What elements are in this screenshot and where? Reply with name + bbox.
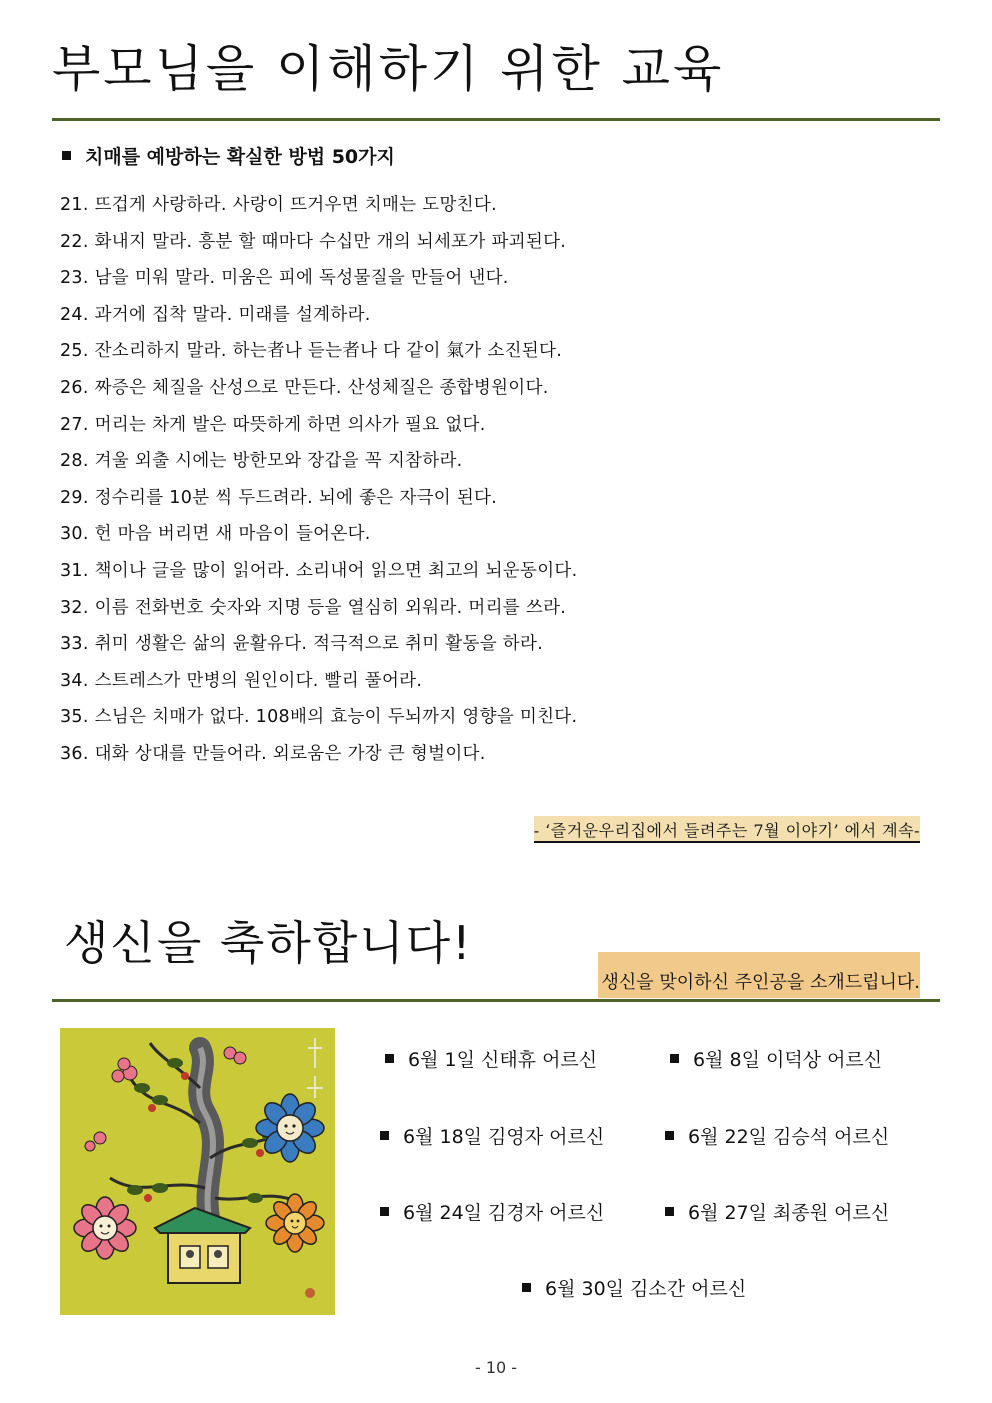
birthday-intro: 생신을 맞이하신 주인공을 소개드립니다. <box>598 952 920 998</box>
square-bullet-icon <box>380 1207 389 1216</box>
square-bullet-icon <box>670 1054 679 1063</box>
list-item: 29. 정수리를 10분 씩 두드려라. 뇌에 좋은 자극이 된다. <box>60 487 498 508</box>
page-number: - 10 - <box>474 1358 518 1377</box>
square-bullet-icon <box>522 1283 531 1292</box>
birthday-item <box>665 1198 889 1225</box>
page-title: 부모님을 이해하기 위한 교육 <box>52 40 725 98</box>
list-item: 22. 화내지 말라. 흥분 할 때마다 수십만 개의 뇌세포가 파괴된다. <box>60 231 567 252</box>
birthday-text: 6월 22일 김승석 어르신 <box>688 1126 890 1148</box>
birthday-item <box>385 1045 597 1072</box>
list-item: 24. 과거에 집착 말라. 미래를 설계하라. <box>60 304 371 325</box>
list-item: 31. 책이나 글을 많이 읽어라. 소리내어 읽으면 최고의 뇌운동이다. <box>60 560 578 581</box>
birthday-item <box>670 1045 882 1072</box>
square-bullet-icon <box>62 151 71 160</box>
birthday-text: 6월 18일 김영자 어르신 <box>403 1126 605 1148</box>
birthday-title: 생신을 축하합니다! <box>64 916 473 970</box>
tips-list <box>60 190 577 776</box>
list-item: 21. 뜨겁게 사랑하라. 사랑이 뜨거우면 치매는 도망친다. <box>60 195 497 215</box>
list-item: 30. 헌 마음 버리면 새 마음이 들어온다. <box>60 524 371 545</box>
list-item: 34. 스트레스가 만병의 원인이다. 빨리 풀어라. <box>60 670 423 691</box>
flower-tree-icon <box>60 1028 335 1315</box>
birthday-item <box>665 1122 889 1149</box>
list-item: 35. 스님은 치매가 없다. 108배의 효능이 두뇌까지 영향을 미친다. <box>60 707 578 728</box>
birthday-text: 6월 1일 신태휴 어르신 <box>408 1049 598 1071</box>
list-item: 27. 머리는 차게 발은 따뜻하게 하면 의사가 필요 없다. <box>60 414 486 435</box>
list-item: 33. 취미 생활은 삶의 윤활유다. 적극적으로 취미 활동을 하라. <box>60 634 544 655</box>
birthday-item <box>380 1198 604 1225</box>
square-bullet-icon <box>665 1131 674 1140</box>
list-item: 25. 잔소리하지 말라. 하는者나 듣는者나 다 같이 氣가 소진된다. <box>60 341 563 362</box>
birthday-text: 6월 27일 최종원 어르신 <box>688 1202 890 1224</box>
list-item: 26. 짜증은 체질을 산성으로 만든다. 산성체질은 종합병원이다. <box>60 377 549 398</box>
title-divider <box>52 118 940 121</box>
section-heading <box>62 142 395 169</box>
square-bullet-icon <box>665 1207 674 1216</box>
list-item: 23. 남을 미워 말라. 미움은 피에 독성물질을 만들어 낸다. <box>60 268 509 289</box>
birthday-item <box>380 1122 604 1149</box>
birthday-text: 6월 24일 김경자 어르신 <box>403 1202 605 1224</box>
square-bullet-icon <box>385 1054 394 1063</box>
birthday-text: 6월 8일 이덕상 어르신 <box>693 1049 883 1071</box>
list-item: 32. 이름 전화번호 숫자와 지명 등을 열심히 외워라. 머리를 쓰라. <box>60 597 567 618</box>
list-item: 28. 겨울 외출 시에는 방한모와 장갑을 꼭 지참하라. <box>60 451 463 472</box>
source-note: - ‘즐거운우리집에서 들려주는 7월 이야기’ 에서 계속- <box>534 816 920 843</box>
list-item: 36. 대화 상대를 만들어라. 외로움은 가장 큰 형벌이다. <box>60 743 486 764</box>
square-bullet-icon <box>380 1131 389 1140</box>
birthday-item <box>522 1274 746 1301</box>
section-heading-text: 치매를 예방하는 확실한 방법 50가지 <box>85 146 395 168</box>
folk-art-illustration <box>60 1028 335 1315</box>
birthday-text: 6월 30일 김소간 어르신 <box>545 1278 747 1300</box>
birthday-divider <box>52 999 940 1002</box>
